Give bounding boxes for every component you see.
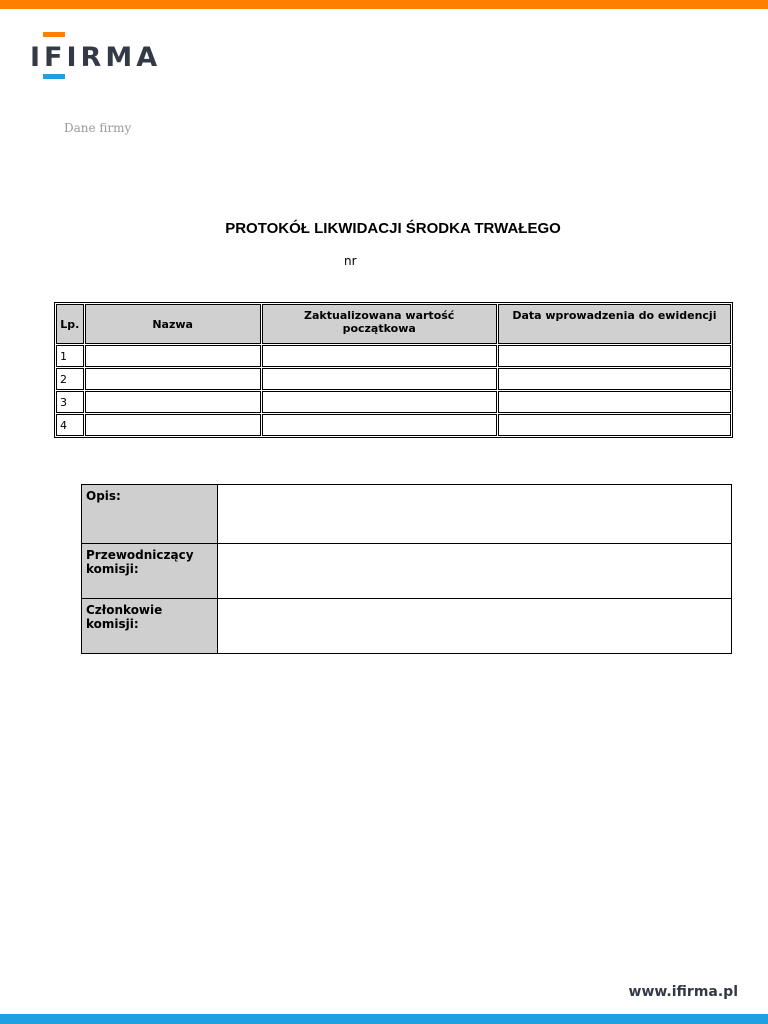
footer-website-link[interactable]: www.ifirma.pl xyxy=(628,984,738,1000)
document-title: PROTOKÓŁ LIKWIDACJI ŚRODKA TRWAŁEGO xyxy=(225,220,561,237)
table-row xyxy=(56,368,731,390)
row-lp: 4 xyxy=(56,414,84,436)
table-row xyxy=(56,391,731,413)
top-accent-bar xyxy=(0,0,768,9)
row-date-cell[interactable] xyxy=(498,368,731,390)
table-header-row xyxy=(56,304,731,344)
row-value-cell[interactable] xyxy=(262,414,497,436)
row-date-cell[interactable] xyxy=(498,345,731,367)
logo-blue-mark xyxy=(43,74,65,79)
logo-text: IFIRMA xyxy=(30,42,162,73)
row-date-cell[interactable] xyxy=(498,414,731,436)
row-lp: 2 xyxy=(56,368,84,390)
table-row xyxy=(56,345,731,367)
row-name-cell[interactable] xyxy=(85,345,261,367)
logo-orange-mark xyxy=(43,32,65,37)
row-name-cell[interactable] xyxy=(85,368,261,390)
row-lp: 3 xyxy=(56,391,84,413)
description-row xyxy=(82,485,732,544)
members-label: Członkowie komisji: xyxy=(82,599,218,654)
row-name-cell[interactable] xyxy=(85,414,261,436)
commission-info-table xyxy=(81,484,732,654)
ifirma-logo xyxy=(30,30,170,82)
row-value-cell[interactable] xyxy=(262,368,497,390)
assets-table xyxy=(54,302,733,438)
members-field[interactable] xyxy=(218,599,732,654)
table-row xyxy=(56,414,731,436)
row-date-cell[interactable] xyxy=(498,391,731,413)
chairman-field[interactable] xyxy=(218,544,732,599)
company-data-placeholder: Dane firmy xyxy=(64,121,132,135)
header-date: Data wprowadzenia do ewidencji xyxy=(498,304,731,344)
chairman-label: Przewodniczący komisji: xyxy=(82,544,218,599)
row-value-cell[interactable] xyxy=(262,345,497,367)
description-label: Opis: xyxy=(82,485,218,544)
chairman-row xyxy=(82,544,732,599)
row-value-cell[interactable] xyxy=(262,391,497,413)
row-lp: 1 xyxy=(56,345,84,367)
members-row xyxy=(82,599,732,654)
bottom-accent-bar xyxy=(0,1014,768,1024)
header-value: Zaktualizowana wartość początkowa xyxy=(262,304,497,344)
document-number-label: nr xyxy=(344,254,357,268)
row-name-cell[interactable] xyxy=(85,391,261,413)
description-field[interactable] xyxy=(218,485,732,544)
header-lp: Lp. xyxy=(56,304,84,344)
header-name: Nazwa xyxy=(85,304,261,344)
